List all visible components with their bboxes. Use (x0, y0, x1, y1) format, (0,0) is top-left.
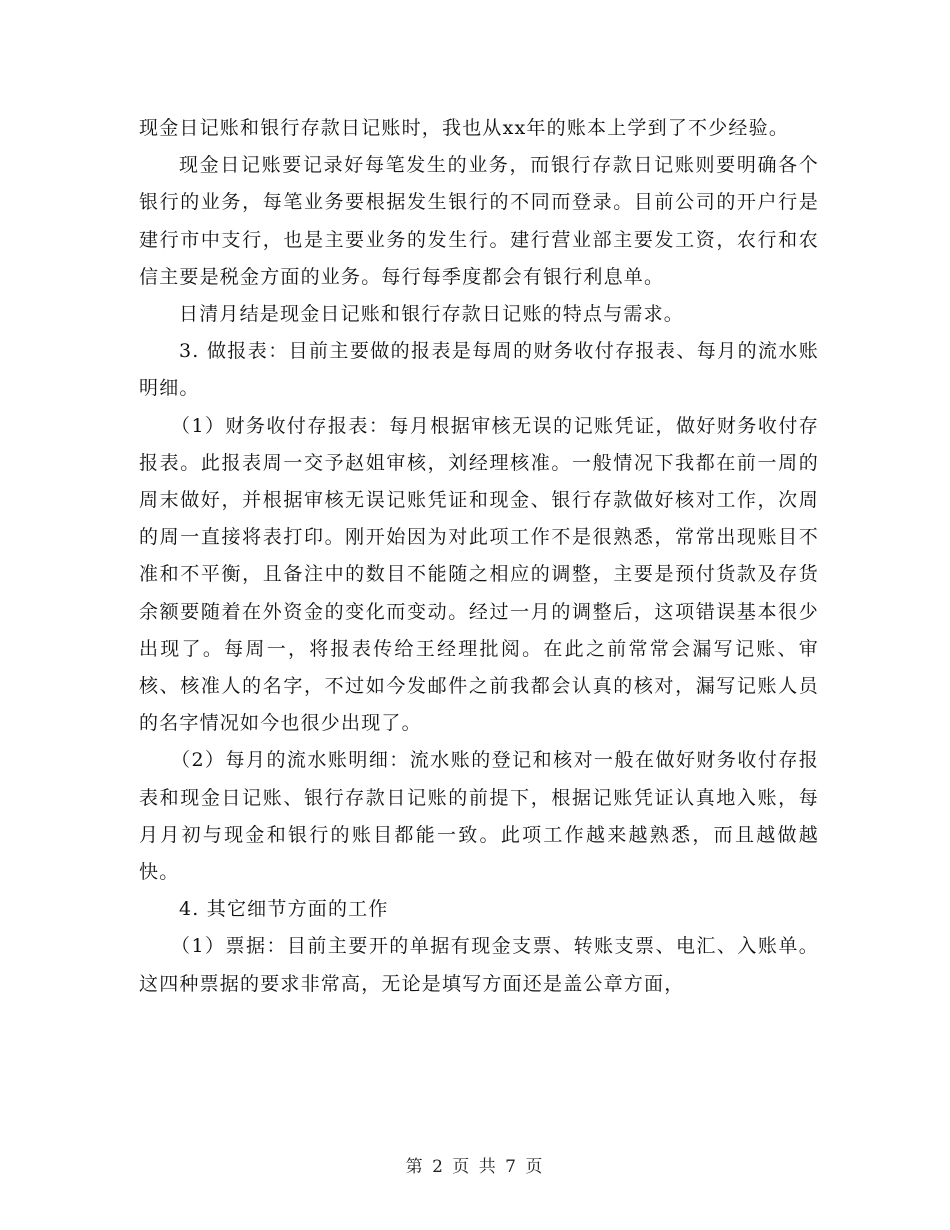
document-body (139, 110, 819, 1003)
paragraph-4: 3. 做报表：目前主要做的报表是每周的财务收付存报表、每月的流水账明细。 (139, 340, 819, 400)
page-number-footer: 第 2 页 共 7 页 (405, 1157, 545, 1177)
paragraph-6: （2）每月的流水账明细：流水账的登记和核对一般在做好财务收付存报表和现金日记账、银行存款日记账的前提下，根据记账凭证认真地入账，每月月初与现金和银行的账目都能一致。此项工作越来越熟悉，而且越做越快。 (139, 749, 819, 884)
paragraph-7: 4. 其它细节方面的工作 (179, 898, 389, 921)
paragraph-1: 现金日记账和银行存款日记账时，我也从xx年的账本上学到了不少经验。 (139, 117, 790, 139)
paragraph-3: 日清月结是现金日记账和银行存款日记账的特点与需求。 (179, 303, 685, 326)
paragraph-8: （1）票据：目前主要开的单据有现金支票、转账支票、电汇、入账单。这四种票据的要求非常高，无论是填写方面还是盖公章方面， (139, 935, 819, 995)
paragraph-2: 现金日记账要记录好每笔发生的业务，而银行存款日记账则要明确各个银行的业务，每笔业务要根据发生银行的不同而登录。目前公司的开户行是建行市中支行，也是主要业务的发生行。建行营业部主要发工资，农行和农信主要是税金方面的业务。每行每季度都会有银行利息单。 (139, 154, 819, 288)
paragraph-5: （1）财务收付存报表：每月根据审核无误的记账凭证，做好财务收付存报表。此报表周一交予赵姐审核，刘经理核准。一般情况下我都在前一周的周末做好，并根据审核无误记账凭证和现金、银行存款做好核对工作，次周的周一直接将表打印。刚开始因为对此项工作不是很熟悉，常常出现账目不准和不平衡，且备注中的数目不能随之相应的调整，主要是预付货款及存货余额要随着在外资金的变化而变动。经过一月的调整后，这项错误基本很少出现了。每周一，将报表传给王经理批阅。在此之前常常会漏写记账、审核、核准人的名字，不过如今发邮件之前我都会认真的核对，漏写记账人员的名字情况如今也很少出现了。 (139, 414, 819, 735)
